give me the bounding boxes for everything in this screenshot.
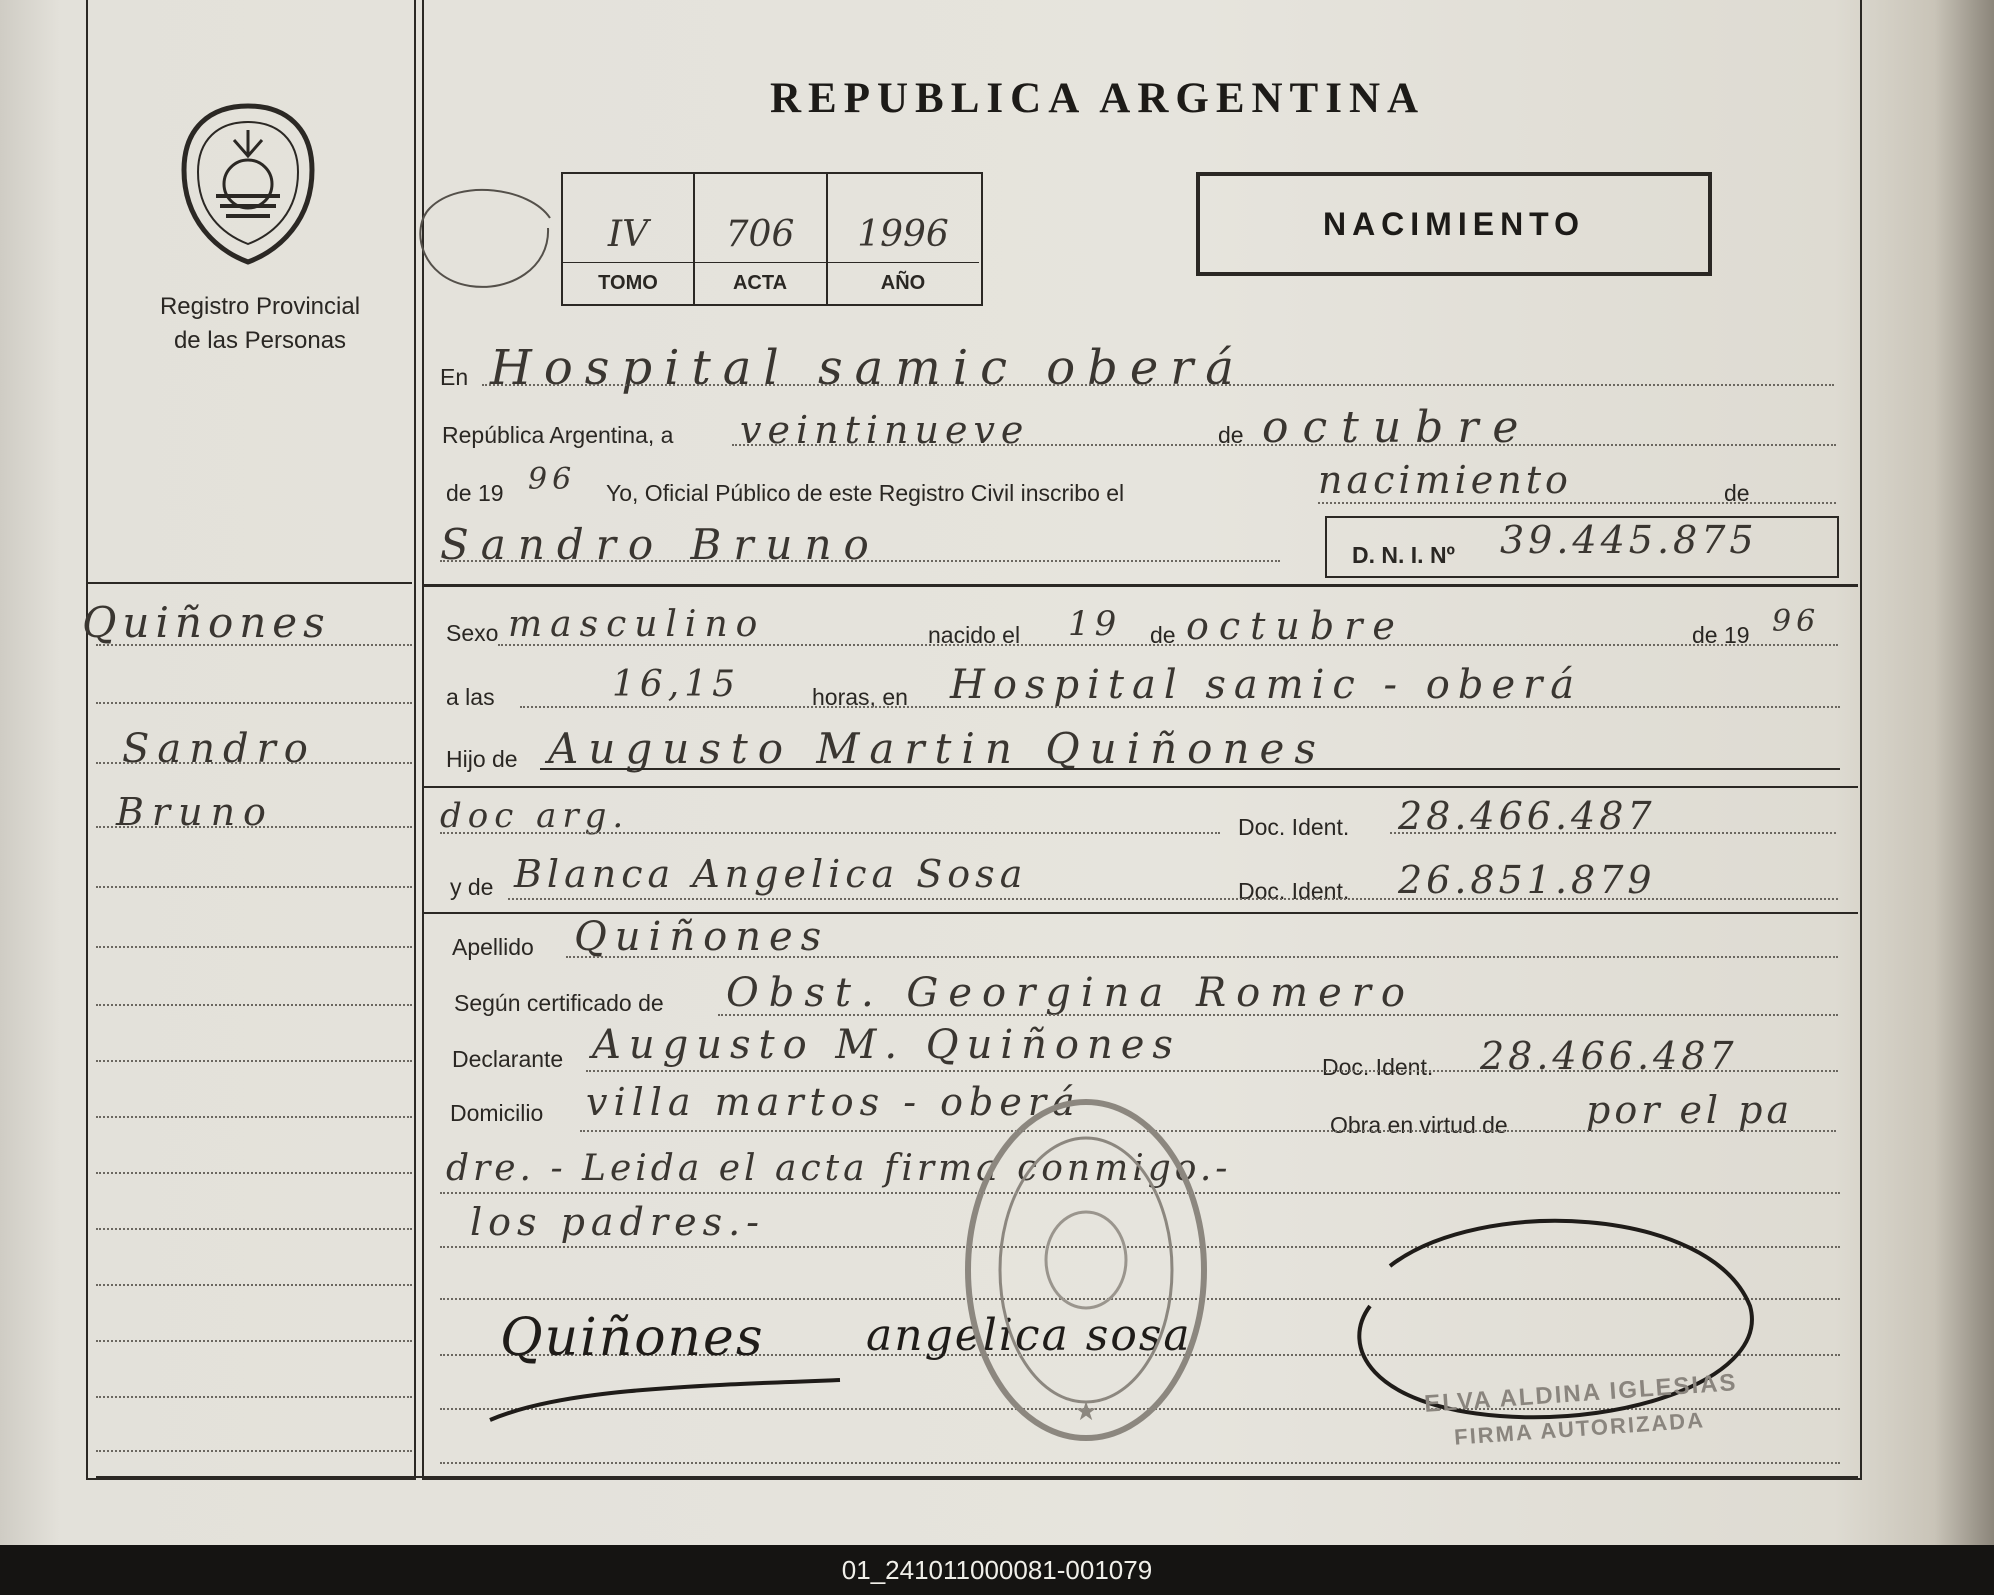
- address-value: villa martos - oberá: [586, 1080, 1081, 1124]
- margin-surname: Quiñones: [82, 598, 331, 647]
- doc-ident-3-label: Doc. Ident.: [1322, 1054, 1434, 1080]
- child-name-value: Sandro Bruno: [440, 520, 881, 569]
- birth-day-value: 19: [1068, 604, 1122, 644]
- hour-line: [520, 706, 1840, 708]
- section-rule-1: [424, 584, 1858, 587]
- margin-line-11: [96, 1228, 412, 1230]
- sex-value: masculino: [508, 604, 766, 645]
- surname-value: Quiñones: [574, 914, 830, 960]
- official-round-stamp-icon: [956, 1090, 1216, 1450]
- de-19-label: de 19: [446, 480, 504, 506]
- place-line: [482, 384, 1834, 386]
- margin-loop-mark: [400, 168, 560, 318]
- margin-line-2: [96, 702, 412, 704]
- oficial-label: Yo, Oficial Público de este Registro Civil inscribo el: [606, 480, 1125, 506]
- surname-line: [566, 956, 1838, 958]
- a-las-label: a las: [446, 684, 495, 710]
- authorized-signature-stamp: FIRMA AUTORIZADA: [1453, 1407, 1706, 1450]
- certificate-line: [718, 1014, 1838, 1016]
- margin-first-name: Sandro: [122, 726, 316, 772]
- page-title: REPUBLICA ARGENTINA: [770, 75, 1426, 122]
- tomo-label: TOMO: [598, 272, 658, 294]
- mother-line: [508, 898, 1838, 900]
- de-end-label: de: [1724, 480, 1750, 506]
- de-label: de: [1218, 422, 1244, 448]
- act-type-box: NACIMIENTO: [1196, 172, 1712, 276]
- sex-line: [498, 644, 1838, 646]
- svg-text:★: ★: [1074, 1397, 1098, 1427]
- birth-place-value: Hospital samic - oberá: [950, 662, 1583, 708]
- margin-line-7: [96, 1004, 412, 1006]
- dni-value: 39.445.875: [1500, 518, 1758, 562]
- republica-label: República Argentina, a: [442, 422, 674, 448]
- margin-divider: [86, 582, 412, 584]
- hijo-de-label: Hijo de: [446, 746, 518, 772]
- province-seal-icon: [176, 100, 320, 268]
- hour-value: 16,15: [612, 664, 741, 705]
- registry-line-1: Registro Provincial: [159, 293, 361, 320]
- signature-flourish-icon: [480, 1350, 860, 1440]
- margin-line-14: [96, 1396, 412, 1398]
- acta-value: 706: [725, 214, 795, 255]
- day-words-value: veintinueve: [740, 408, 1030, 452]
- margin-line-13: [96, 1340, 412, 1342]
- signature-mother: angelica sosa: [866, 1310, 1192, 1361]
- en-label: En: [440, 364, 469, 390]
- doc-ident-1-label: Doc. Ident.: [1238, 814, 1350, 840]
- de2-label: de: [1150, 622, 1176, 648]
- obra-line3-value: los padres.-: [470, 1200, 765, 1244]
- record-box-rule: [563, 262, 979, 263]
- tomo-value: IV: [607, 214, 649, 255]
- doc-ident-2-label: Doc. Ident.: [1238, 878, 1350, 904]
- place-value: Hospital samic oberá: [490, 340, 1246, 396]
- obra-label: Obra en virtud de: [1330, 1112, 1508, 1138]
- mother-name-value: Blanca Angelica Sosa: [514, 852, 1028, 896]
- nacido-label: nacido el: [928, 622, 1021, 648]
- kind-line: [1318, 502, 1836, 504]
- signature-line-4: [440, 1462, 1840, 1464]
- sexo-label: Sexo: [446, 620, 499, 646]
- bottom-rule: [96, 1476, 1858, 1478]
- ano-value: 1996: [857, 214, 949, 255]
- month-value: octubre: [1262, 402, 1533, 453]
- margin-line-3: [96, 762, 412, 764]
- ano-label: AÑO: [880, 272, 926, 294]
- birth-month-value: octubre: [1186, 604, 1405, 648]
- act-kind-value: nacimiento: [1318, 458, 1572, 502]
- margin-line-1: [96, 644, 412, 646]
- margin-line-5: [96, 886, 412, 888]
- margin-line-15: [96, 1450, 412, 1452]
- declarant-value: Augusto M. Quiñones: [592, 1022, 1181, 1068]
- apellido-label: Apellido: [452, 934, 534, 960]
- margin-line-8: [96, 1060, 412, 1062]
- year-suffix-value: 96: [528, 462, 577, 497]
- section-rule-2: [424, 786, 1858, 788]
- certificate-value: Obst. Georgina Romero: [726, 970, 1415, 1016]
- obra-value: por el pa: [1586, 1088, 1794, 1132]
- father-name-value: Augusto Martin Quiñones: [548, 724, 1326, 773]
- margin-line-12: [96, 1284, 412, 1286]
- declarant-doc-value: 28.466.487: [1480, 1034, 1738, 1078]
- father-line: [540, 768, 1840, 770]
- father-line2-value: doc arg.: [440, 796, 630, 836]
- margin-line-10: [96, 1172, 412, 1174]
- dni-label: D. N. I. Nº: [1352, 542, 1455, 568]
- birth-year-value: 96: [1772, 604, 1821, 639]
- margin-line-6: [96, 946, 412, 948]
- y-de-label: y de: [450, 874, 494, 900]
- registry-name: [120, 290, 400, 358]
- signature-father: Quiñones: [500, 1308, 765, 1368]
- mother-doc-value: 26.851.879: [1398, 858, 1656, 902]
- domicilio-label: Domicilio: [450, 1100, 544, 1126]
- child-name-line: [440, 560, 1280, 562]
- declarante-label: Declarante: [452, 1046, 564, 1072]
- margin-second-name: Bruno: [116, 790, 274, 834]
- image-id-caption: 01_241011000081-001079: [0, 1545, 1994, 1595]
- authorized-name-stamp: ELVA ALDINA IGLESIAS: [1423, 1369, 1739, 1418]
- registry-line-2: de las Personas: [173, 327, 347, 354]
- date-line: [732, 444, 1836, 446]
- segun-label: Según certificado de: [454, 990, 664, 1016]
- father-doc-value: 28.466.487: [1398, 794, 1656, 838]
- margin-line-4: [96, 826, 412, 828]
- obra-line2-value: dre. - Leida el acta firma conmigo.-: [446, 1148, 1232, 1189]
- father-doc-line: [1390, 832, 1836, 834]
- horas-en-label: horas, en: [812, 684, 908, 710]
- father-line2-line: [440, 832, 1220, 834]
- acta-label: ACTA: [732, 272, 788, 294]
- declarant-line: [586, 1070, 1838, 1072]
- margin-line-9: [96, 1116, 412, 1118]
- de-19b-label: de 19: [1692, 622, 1750, 648]
